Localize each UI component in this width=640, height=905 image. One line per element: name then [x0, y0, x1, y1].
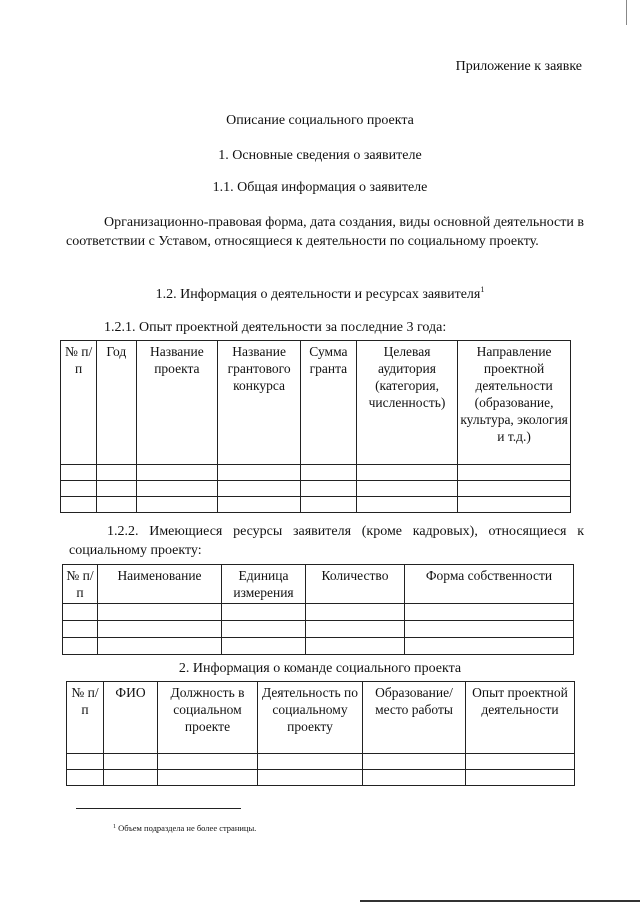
col-year-header: Год — [97, 341, 136, 465]
section-1-2-text: 1.2. Информация о деятельности и ресурсах заявителя — [155, 287, 481, 302]
table-header-row — [61, 341, 571, 465]
table-cell[interactable] — [136, 481, 218, 497]
col-audience-header: Целевая аудитория (категория, численность) — [356, 341, 457, 465]
table-cell[interactable] — [97, 497, 136, 513]
table-cell[interactable] — [356, 497, 457, 513]
table-cell[interactable] — [67, 754, 104, 770]
table-row — [67, 770, 575, 786]
projects-experience-table — [60, 340, 571, 513]
table-cell[interactable] — [63, 638, 98, 655]
col-fio-header: ФИО — [104, 682, 158, 754]
col-grant-sum-header: Сумма гранта — [300, 341, 356, 465]
table-row — [61, 481, 571, 497]
table-cell[interactable] — [300, 497, 356, 513]
section-1-1-heading: 1.1. Общая информация о заявителе — [212, 180, 428, 195]
table-cell[interactable] — [98, 621, 222, 638]
table-cell[interactable] — [458, 481, 571, 497]
table-cell[interactable] — [61, 481, 97, 497]
table-cell[interactable] — [356, 465, 457, 481]
col-project-name-header: Название проекта — [136, 341, 218, 465]
col-name-header: Наименование — [98, 565, 222, 604]
col-position-header: Должность в социальном проекте — [158, 682, 258, 754]
table-cell[interactable] — [363, 754, 466, 770]
section-1-2-1-heading: 1.2.1. Опыт проектной деятельности за последние 3 года: — [104, 320, 447, 335]
table-cell[interactable] — [136, 497, 218, 513]
table-cell[interactable] — [222, 604, 306, 621]
table-cell[interactable] — [63, 621, 98, 638]
table-cell[interactable] — [405, 621, 574, 638]
footnote-text: Объем подраздела не более страницы. — [118, 823, 257, 833]
table-cell[interactable] — [356, 481, 457, 497]
col-direction-header: Направление проектной деятельности (образование, культура, экология и т.д.) — [458, 341, 571, 465]
table-cell[interactable] — [158, 770, 258, 786]
document-title: Описание социального проекта — [226, 113, 414, 128]
scan-artifact-mark — [626, 0, 627, 25]
col-number-header: № п/п — [67, 682, 104, 754]
table-cell[interactable] — [98, 604, 222, 621]
section-2-heading: 2. Информация о команде социального проекта — [178, 661, 462, 676]
team-table — [66, 681, 575, 786]
scan-bottom-edge — [360, 900, 640, 902]
table-cell[interactable] — [97, 465, 136, 481]
table-cell[interactable] — [104, 754, 158, 770]
col-number-header: № п/п — [63, 565, 98, 604]
table-cell[interactable] — [97, 481, 136, 497]
table-cell[interactable] — [61, 465, 97, 481]
footnote-mark: 1 — [113, 824, 116, 830]
col-ownership-header: Форма собственности — [405, 565, 574, 604]
section-1-2-heading — [0, 285, 640, 303]
table-cell[interactable] — [300, 481, 356, 497]
table-cell[interactable] — [306, 638, 405, 655]
footnote-separator — [76, 808, 241, 809]
resources-table — [62, 564, 574, 655]
col-contest-name-header: Название грантового конкурса — [218, 341, 301, 465]
table-cell[interactable] — [363, 770, 466, 786]
table-cell[interactable] — [63, 604, 98, 621]
table-cell[interactable] — [136, 465, 218, 481]
table-header-row — [67, 682, 575, 754]
table-cell[interactable] — [67, 770, 104, 786]
table-row — [67, 754, 575, 770]
footnote — [113, 823, 256, 833]
table-cell[interactable] — [222, 638, 306, 655]
table-row — [61, 465, 571, 481]
table-cell[interactable] — [218, 481, 301, 497]
table-cell[interactable] — [306, 621, 405, 638]
col-unit-header: Единица измерения — [222, 565, 306, 604]
table-cell[interactable] — [466, 770, 575, 786]
table-cell[interactable] — [458, 465, 571, 481]
col-number-header: № п/п — [61, 341, 97, 465]
col-activity-header: Деятельность по социальному проекту — [258, 682, 363, 754]
table-cell[interactable] — [405, 638, 574, 655]
table-row — [63, 604, 574, 621]
table-cell[interactable] — [258, 770, 363, 786]
general-info-paragraph: Организационно-правовая форма, дата создания, виды основной деятельности в соответствии с Уставом, относящиеся к деятельности по социальному проекту. — [66, 215, 584, 249]
table-cell[interactable] — [405, 604, 574, 621]
annex-label: Приложение к заявке — [455, 59, 582, 74]
table-row — [63, 638, 574, 655]
table-cell[interactable] — [458, 497, 571, 513]
section-1-2-2-heading: 1.2.2. Имеющиеся ресурсы заявителя (кроме кадровых), относящиеся к социальному проекту: — [69, 524, 584, 558]
col-education-header: Образование/ место работы — [363, 682, 466, 754]
table-cell[interactable] — [222, 621, 306, 638]
table-row — [61, 497, 571, 513]
col-experience-header: Опыт проектной деятельности — [466, 682, 575, 754]
footnote-reference: 1 — [480, 285, 485, 294]
table-cell[interactable] — [258, 754, 363, 770]
table-cell[interactable] — [300, 465, 356, 481]
table-cell[interactable] — [466, 754, 575, 770]
table-cell[interactable] — [158, 754, 258, 770]
col-quantity-header: Количество — [306, 565, 405, 604]
table-cell[interactable] — [306, 604, 405, 621]
table-cell[interactable] — [61, 497, 97, 513]
table-header-row — [63, 565, 574, 604]
table-cell[interactable] — [218, 497, 301, 513]
table-cell[interactable] — [98, 638, 222, 655]
table-cell[interactable] — [218, 465, 301, 481]
table-row — [63, 621, 574, 638]
table-cell[interactable] — [104, 770, 158, 786]
section-1-heading: 1. Основные сведения о заявителе — [218, 148, 422, 163]
